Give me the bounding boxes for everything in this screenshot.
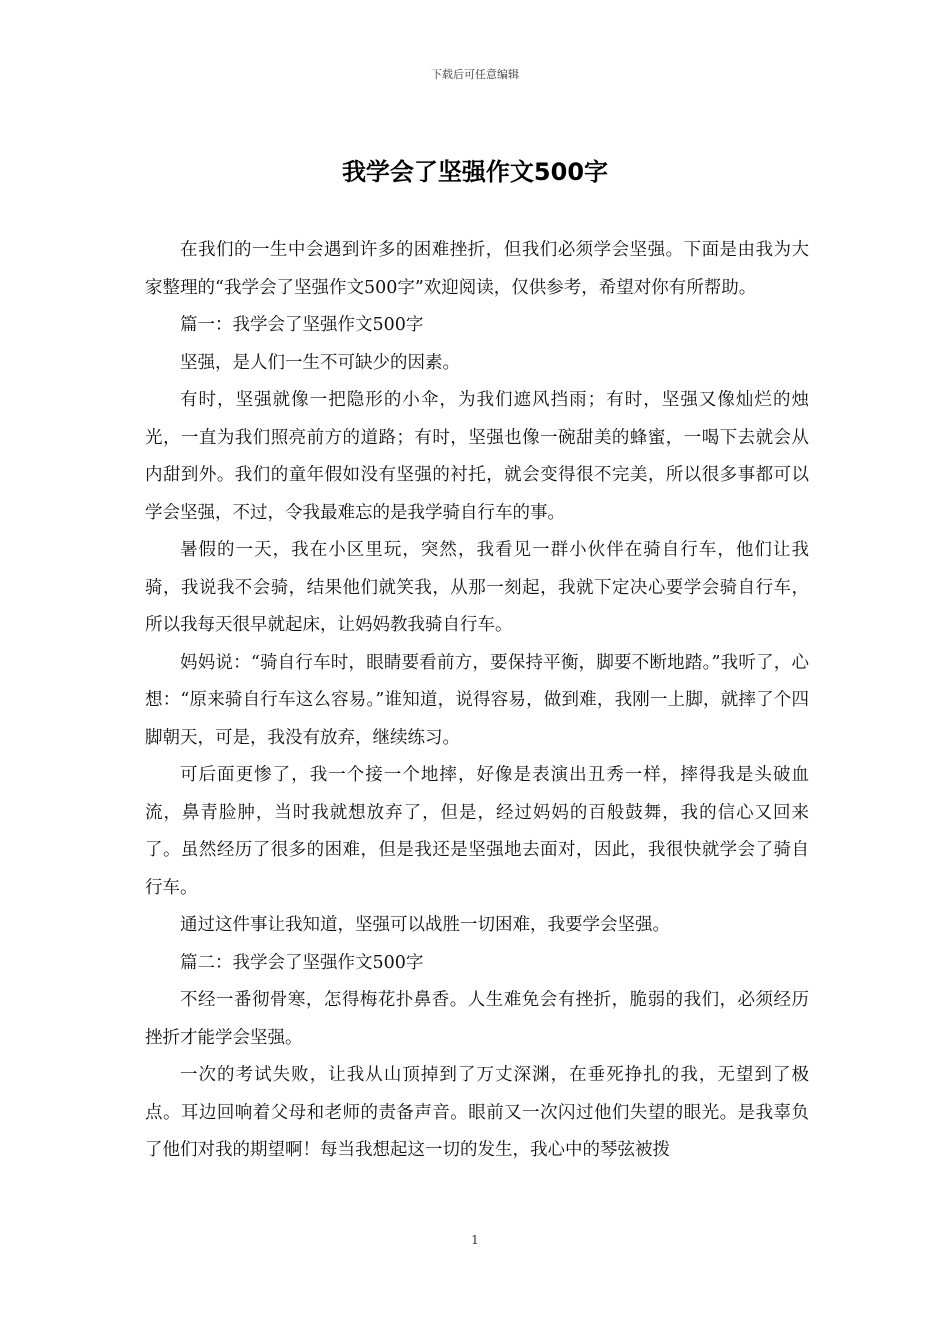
document-body — [145, 232, 809, 1170]
paragraph: 妈妈说：“骑自行车时，眼睛要看前方，要保持平衡，脚要不断地踏。”我听了，心想：“原来骑自行车这么容易。”谁知道，说得容易，做到难，我刚一上脚，就摔了个四脚朝天，可是，我没有放弃，继续练习。 — [145, 652, 809, 748]
paragraph: 有时，坚强就像一把隐形的小伞，为我们遮风挡雨；有时，坚强又像灿烂的烛光，一直为我们照亮前方的道路；有时，坚强也像一碗甜美的蜂蜜，一喝下去就会从内甜到外。我们的童年假如没有坚强的衬托，就会变得很不完美，所以很多事都可以学会坚强，不过，令我最难忘的是我学骑自行车的事。 — [145, 390, 809, 523]
document-title: 我学会了坚强作文500字 — [341, 158, 609, 186]
paragraph: 暑假的一天，我在小区里玩，突然，我看见一群小伙伴在骑自行车，他们让我骑，我说我不会骑，结果他们就笑我，从那一刻起，我就下定决心要学会骑自行车，所以我每天很早就起床，让妈妈教我骑自行车。 — [145, 540, 809, 635]
page-number: 1 — [471, 1233, 479, 1247]
section-heading-2: 篇二：我学会了坚强作文500字 — [180, 952, 424, 973]
section-heading-1: 篇一：我学会了坚强作文500字 — [180, 315, 424, 335]
paragraph: 一次的考试失败，让我从山顶掉到了万丈深渊，在垂死挣扎的我，无望到了极点。耳边回响着父母和老师的责备声音。眼前又一次闪过他们失望的眼光。是我辜负了他们对我的期望啊！每当我想起这一切的发生，我心中的琴弦被拨 — [145, 1065, 809, 1160]
paragraph: 通过这件事让我知道，坚强可以战胜一切困难，我要学会坚强。 — [180, 915, 670, 935]
paragraph: 可后面更惨了，我一个接一个地摔，好像是表演出丑秀一样，摔得我是头破血流，鼻青脸肿，当时我就想放弃了，但是，经过妈妈的百般鼓舞，我的信心又回来了。虽然经历了很多的困难，但是我还是坚强地去面对，因此，我很快就学会了骑自行车。 — [145, 765, 809, 898]
paragraph-intro: 在我们的一生中会遇到许多的困难挫折，但我们必须学会坚强。下面是由我为大家整理的“我学会了坚强作文500字”欢迎阅读，仅供参考，希望对你有所帮助。 — [145, 240, 809, 298]
paragraph: 不经一番彻骨寒，怎得梅花扑鼻香。人生难免会有挫折，脆弱的我们，必须经历挫折才能学会坚强。 — [145, 990, 809, 1048]
header-note: 下载后可任意编辑 — [431, 68, 519, 81]
paragraph: 坚强，是人们一生不可缺少的因素。 — [180, 352, 460, 373]
